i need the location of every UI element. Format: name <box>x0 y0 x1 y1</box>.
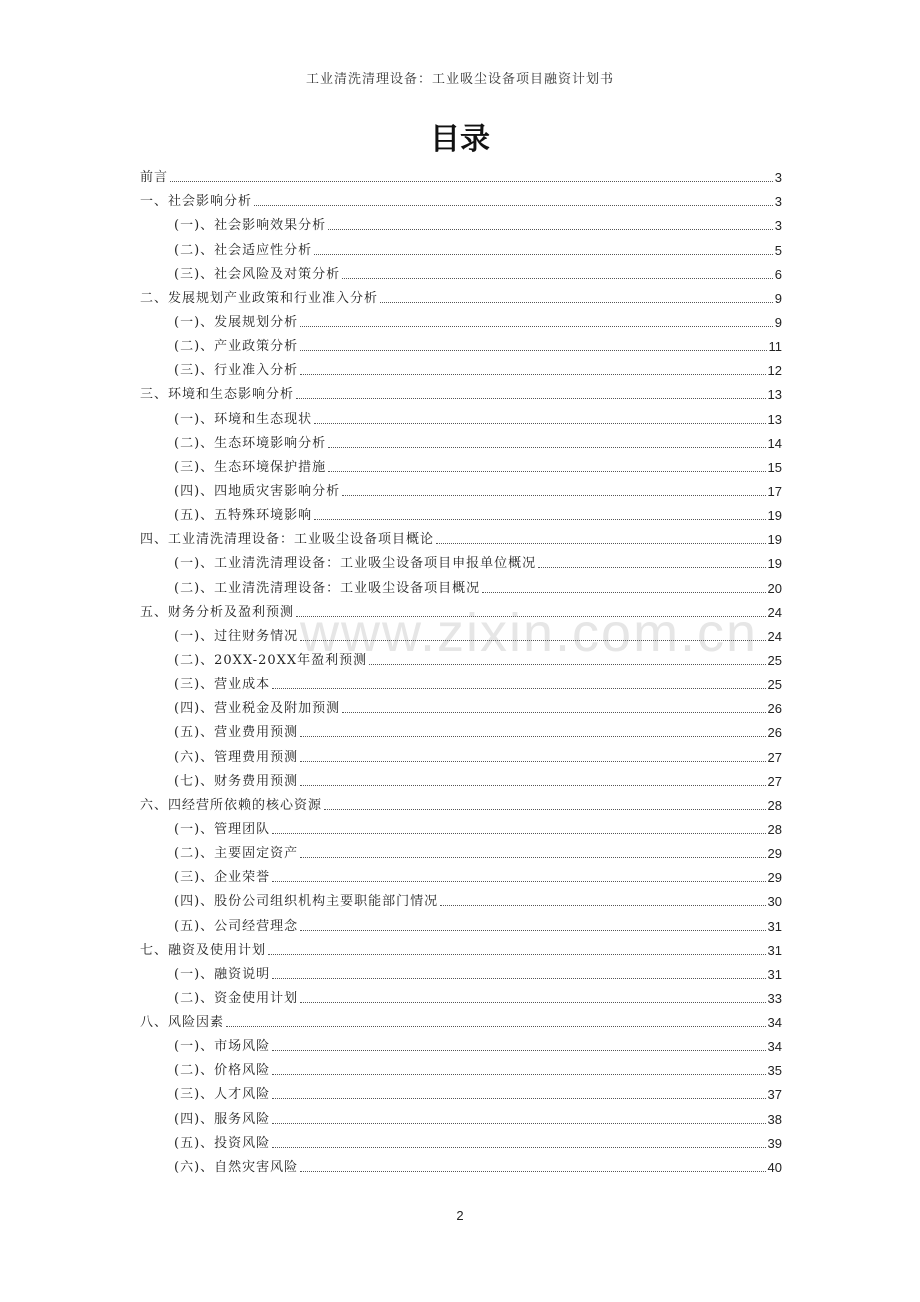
toc-leader-dots <box>324 809 766 810</box>
toc-entry-title: 一、社会影响分析 <box>140 194 253 210</box>
toc-subentry[interactable] <box>140 741 782 765</box>
toc-subentry[interactable] <box>140 621 782 645</box>
toc-page-number: 25 <box>767 677 782 693</box>
toc-entry[interactable] <box>140 162 782 186</box>
toc-leader-dots <box>296 616 766 617</box>
toc-leader-dots <box>342 278 773 279</box>
toc-page-number: 19 <box>767 556 782 572</box>
toc-entry-title: 前言 <box>140 170 169 186</box>
toc-leader-dots <box>440 905 765 906</box>
table-of-contents <box>140 162 782 1176</box>
toc-page-number: 3 <box>774 218 782 234</box>
toc-entry-title: (一)、过往财务情况 <box>174 628 299 644</box>
toc-leader-dots <box>272 978 765 979</box>
toc-subentry[interactable] <box>140 403 782 427</box>
toc-entry[interactable] <box>140 524 782 548</box>
toc-page-number: 11 <box>768 339 782 355</box>
toc-page-number: 26 <box>767 701 782 717</box>
toc-page-number: 40 <box>767 1159 782 1175</box>
toc-entry-title: 二、发展规划产业政策和行业准入分析 <box>140 290 379 306</box>
toc-page-number: 20 <box>767 580 782 596</box>
toc-subentry[interactable] <box>140 234 782 258</box>
toc-entry-title: (三)、社会风险及对策分析 <box>174 266 341 282</box>
toc-entry-title: (三)、生态环境保护措施 <box>174 459 327 475</box>
toc-leader-dots <box>300 736 765 737</box>
toc-entry[interactable] <box>140 935 782 959</box>
toc-subentry[interactable] <box>140 1152 782 1176</box>
toc-page-number: 24 <box>767 628 782 644</box>
toc-entry-title: 七、融资及使用计划 <box>140 942 267 958</box>
toc-subentry[interactable] <box>140 910 782 934</box>
toc-page-number: 25 <box>767 652 782 668</box>
toc-entry[interactable] <box>140 283 782 307</box>
toc-page-number: 31 <box>767 942 782 958</box>
toc-subentry[interactable] <box>140 959 782 983</box>
toc-subentry[interactable] <box>140 476 782 500</box>
toc-leader-dots <box>538 567 765 568</box>
toc-subentry[interactable] <box>140 645 782 669</box>
toc-leader-dots <box>314 423 765 424</box>
toc-leader-dots <box>254 205 773 206</box>
toc-entry-title: 三、环境和生态影响分析 <box>140 387 295 403</box>
toc-subentry[interactable] <box>140 1128 782 1152</box>
toc-leader-dots <box>296 398 766 399</box>
toc-page-number: 3 <box>774 194 782 210</box>
toc-subentry[interactable] <box>140 355 782 379</box>
toc-leader-dots <box>272 1098 765 1099</box>
toc-page-number: 3 <box>774 170 782 186</box>
toc-entry-title: (四)、股份公司组织机构主要职能部门情况 <box>174 894 439 910</box>
toc-subentry[interactable] <box>140 1079 782 1103</box>
toc-leader-dots <box>300 1002 765 1003</box>
toc-entry-title: (四)、服务风险 <box>174 1111 271 1127</box>
toc-page-number: 24 <box>767 604 782 620</box>
toc-entry-title: (五)、投资风险 <box>174 1135 271 1151</box>
toc-subentry[interactable] <box>140 452 782 476</box>
toc-entry-title: (二)、价格风险 <box>174 1063 271 1079</box>
toc-subentry[interactable] <box>140 766 782 790</box>
toc-leader-dots <box>380 302 773 303</box>
toc-entry-title: (一)、管理团队 <box>174 821 271 837</box>
toc-page-number: 29 <box>767 870 782 886</box>
toc-entry-title: (七)、财务费用预测 <box>174 773 299 789</box>
toc-leader-dots <box>170 181 773 182</box>
toc-page-number: 39 <box>767 1135 782 1151</box>
toc-subentry[interactable] <box>140 1103 782 1127</box>
toc-leader-dots <box>226 1026 766 1027</box>
toc-entry-title: 八、风险因素 <box>140 1015 225 1031</box>
toc-subentry[interactable] <box>140 1031 782 1055</box>
toc-leader-dots <box>300 350 766 351</box>
toc-leader-dots <box>314 519 765 520</box>
toc-leader-dots <box>300 857 765 858</box>
toc-entry[interactable] <box>140 186 782 210</box>
toc-page-number: 31 <box>767 966 782 982</box>
toc-page-number: 33 <box>767 990 782 1006</box>
toc-subentry[interactable] <box>140 331 782 355</box>
toc-leader-dots <box>272 1074 765 1075</box>
page-title: 目录 <box>430 122 490 157</box>
toc-leader-dots <box>272 1147 765 1148</box>
toc-entry[interactable] <box>140 379 782 403</box>
toc-leader-dots <box>272 1050 765 1051</box>
toc-leader-dots <box>314 254 773 255</box>
toc-page-number: 17 <box>767 483 782 499</box>
toc-entry-title: (一)、发展规划分析 <box>174 314 299 330</box>
toc-leader-dots <box>436 543 766 544</box>
toc-page-number: 19 <box>767 532 782 548</box>
toc-entry-title: (三)、营业成本 <box>174 677 271 693</box>
toc-entry-title: (一)、环境和生态现状 <box>174 411 313 427</box>
toc-entry-title: (二)、主要固定资产 <box>174 846 299 862</box>
toc-leader-dots <box>342 712 765 713</box>
toc-entry-title: (二)、工业清洗清理设备：工业吸尘设备项目概况 <box>174 580 481 596</box>
toc-entry-title: (六)、自然灾害风险 <box>174 1159 299 1175</box>
toc-page-number: 13 <box>767 411 782 427</box>
toc-entry-title: (一)、市场风险 <box>174 1039 271 1055</box>
toc-subentry[interactable] <box>140 500 782 524</box>
toc-leader-dots <box>328 447 765 448</box>
toc-page-number: 12 <box>767 363 782 379</box>
toc-leader-dots <box>300 930 765 931</box>
toc-subentry[interactable] <box>140 210 782 234</box>
toc-entry-title: (一)、工业清洗清理设备：工业吸尘设备项目申报单位概况 <box>174 556 537 572</box>
toc-leader-dots <box>268 954 766 955</box>
toc-entry-title: (一)、融资说明 <box>174 966 271 982</box>
toc-entry-title: (三)、人才风险 <box>174 1087 271 1103</box>
toc-page-number: 38 <box>767 1111 782 1127</box>
toc-page-number: 26 <box>767 725 782 741</box>
toc-subentry[interactable] <box>140 717 782 741</box>
toc-leader-dots <box>272 881 765 882</box>
toc-subentry[interactable] <box>140 259 782 283</box>
toc-subentry[interactable] <box>140 693 782 717</box>
toc-entry-title: (一)、社会影响效果分析 <box>174 218 327 234</box>
toc-subentry[interactable] <box>140 572 782 596</box>
toc-leader-dots <box>300 640 765 641</box>
toc-entry-title: (二)、产业政策分析 <box>174 339 299 355</box>
toc-entry-title: 四、工业清洗清理设备：工业吸尘设备项目概论 <box>140 532 435 548</box>
toc-entry-title: (五)、公司经营理念 <box>174 918 299 934</box>
toc-page-number: 6 <box>774 266 782 282</box>
toc-page-number: 34 <box>767 1015 782 1031</box>
toc-page-number: 15 <box>767 459 782 475</box>
toc-page-number: 9 <box>774 290 782 306</box>
toc-leader-dots <box>272 1123 765 1124</box>
toc-entry-title: (三)、企业荣誉 <box>174 870 271 886</box>
toc-page-number: 9 <box>774 314 782 330</box>
toc-entry-title: (二)、资金使用计划 <box>174 990 299 1006</box>
toc-leader-dots <box>482 592 765 593</box>
toc-page-number: 5 <box>774 242 782 258</box>
toc-subentry[interactable] <box>140 548 782 572</box>
toc-page-number: 19 <box>767 508 782 524</box>
toc-entry-title: (二)、20XX-20XX年盈利预测 <box>174 652 368 668</box>
toc-leader-dots <box>300 326 773 327</box>
toc-leader-dots <box>328 471 765 472</box>
toc-page-number: 28 <box>767 797 782 813</box>
toc-leader-dots <box>272 688 765 689</box>
toc-leader-dots <box>300 761 765 762</box>
toc-entry[interactable] <box>140 597 782 621</box>
watermark: www.zixin.com.cn <box>300 603 759 663</box>
page-number: 2 <box>456 1208 464 1223</box>
toc-entry-title: 五、财务分析及盈利预测 <box>140 604 295 620</box>
toc-subentry[interactable] <box>140 838 782 862</box>
toc-page-number: 30 <box>767 894 782 910</box>
toc-subentry[interactable] <box>140 669 782 693</box>
toc-entry[interactable] <box>140 1007 782 1031</box>
toc-subentry[interactable] <box>140 307 782 331</box>
toc-entry-title: 六、四经营所依赖的核心资源 <box>140 797 323 813</box>
toc-entry-title: (四)、四地质灾害影响分析 <box>174 483 341 499</box>
toc-subentry[interactable] <box>140 428 782 452</box>
toc-leader-dots <box>342 495 765 496</box>
toc-leader-dots <box>300 1171 765 1172</box>
running-header: 工业清洗清理设备：工业吸尘设备项目融资计划书 <box>305 72 614 87</box>
toc-page-number: 28 <box>767 821 782 837</box>
toc-leader-dots <box>328 229 773 230</box>
toc-page-number: 29 <box>767 846 782 862</box>
toc-page-number: 27 <box>767 749 782 765</box>
toc-page-number: 31 <box>767 918 782 934</box>
toc-page-number: 14 <box>767 435 782 451</box>
toc-subentry[interactable] <box>140 1055 782 1079</box>
toc-subentry[interactable] <box>140 983 782 1007</box>
toc-leader-dots <box>300 785 765 786</box>
toc-page-number: 27 <box>767 773 782 789</box>
toc-subentry[interactable] <box>140 862 782 886</box>
toc-entry-title: (二)、生态环境影响分析 <box>174 435 327 451</box>
toc-page-number: 35 <box>767 1063 782 1079</box>
toc-subentry[interactable] <box>140 814 782 838</box>
toc-leader-dots <box>300 374 765 375</box>
toc-page-number: 13 <box>767 387 782 403</box>
toc-entry-title: (五)、营业费用预测 <box>174 725 299 741</box>
toc-entry-title: (二)、社会适应性分析 <box>174 242 313 258</box>
toc-entry[interactable] <box>140 790 782 814</box>
toc-page-number: 34 <box>767 1039 782 1055</box>
toc-entry-title: (五)、五特殊环境影响 <box>174 508 313 524</box>
toc-entry-title: (四)、营业税金及附加预测 <box>174 701 341 717</box>
toc-entry-title: (三)、行业准入分析 <box>174 363 299 379</box>
toc-page-number: 37 <box>767 1087 782 1103</box>
toc-leader-dots <box>369 664 765 665</box>
toc-leader-dots <box>272 833 765 834</box>
toc-entry-title: (六)、管理费用预测 <box>174 749 299 765</box>
toc-subentry[interactable] <box>140 886 782 910</box>
